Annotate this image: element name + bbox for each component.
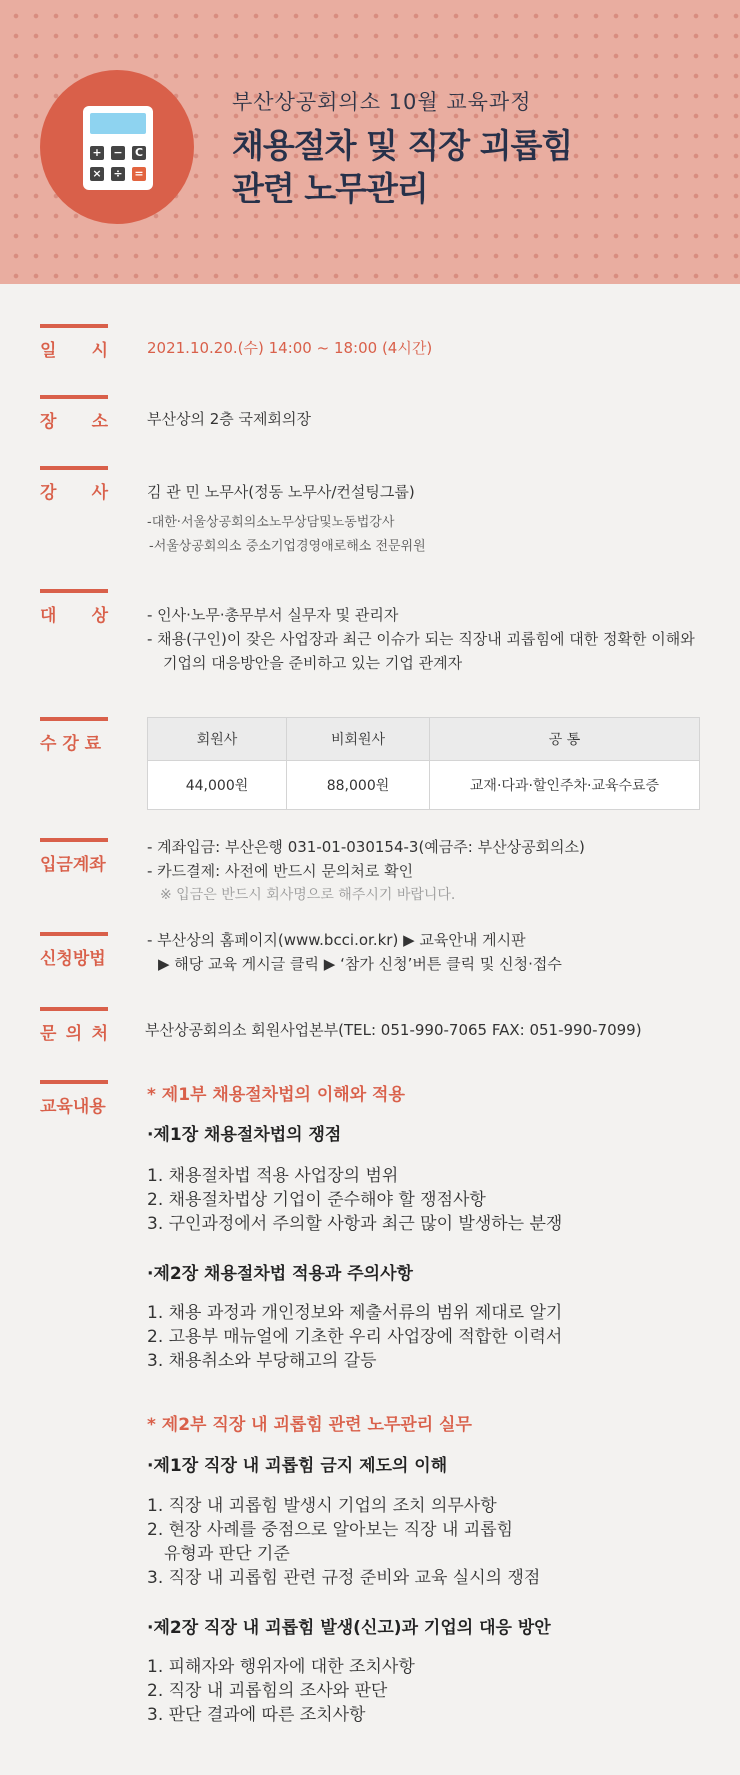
fee-header-member: 회원사 [148,718,287,761]
fee-value-common: 교재·다과·할인주차·교육수료증 [430,761,700,810]
date-label: 일 시 [40,324,108,361]
part-2-chapter-1-title: ·제1장 직장 내 괴롭힘 금지 제도의 이해 [147,1456,448,1476]
target-line-1: - 인사·노무·총무부서 실무자 및 관리자 [147,606,399,624]
course-title [232,124,572,210]
multiply-key-icon: × [90,167,104,181]
apply-line-1: - 부산상의 홈페이지(www.bcci.or.kr) ▶ 교육안내 게시판 [147,931,526,949]
apply-label: 신청방법 [40,932,108,969]
target-label: 대 상 [40,589,108,626]
list-item: 3. 직장 내 괴롭힘 관련 규정 준비와 교육 실시의 쟁점 [147,1568,541,1588]
list-item: 1. 채용 과정과 개인정보와 제출서류의 범위 제대로 알기 [147,1303,563,1323]
list-item: 2. 현장 사례를 중점으로 알아보는 직장 내 괴롭힘 [147,1520,514,1540]
instructor-career-2: -서울상공회의소 중소기업경영애로해소 전문위원 [149,539,426,554]
divide-key-icon: ÷ [111,167,125,181]
hero-banner [0,0,740,284]
list-item: 3. 채용취소와 부당해고의 갈등 [147,1351,377,1371]
payment-line-2: - 카드결제: 사전에 반드시 문의처로 확인 [147,862,414,880]
course-title-line2: 관련 노무관리 [232,169,428,208]
curriculum-label: 교육내용 [40,1080,108,1117]
contact-value: 부산상공회의소 회원사업본부(TEL: 051-990-7065 FAX: 051-990-7099) [145,1021,642,1039]
target-line-3: 기업의 대응방안을 준비하고 있는 기업 관계자 [163,654,463,672]
apply-line-2: ▶ 해당 교육 게시글 클릭 ▶ ‘참가 신청’버튼 클릭 및 신청·접수 [158,955,562,973]
list-item: 유형과 판단 기준 [164,1544,290,1564]
list-item: 1. 피해자와 행위자에 대한 조치사항 [147,1657,415,1677]
target-line-2: - 채용(구인)이 잦은 사업장과 최근 이슈가 되는 직장내 괴롭힘에 대한 정확한 이해와 [147,630,695,648]
equals-key-icon: = [132,167,146,181]
fee-value-member: 44,000원 [148,761,287,810]
payment-label: 입금계좌 [40,838,108,875]
part-1-chapter-1-title: ·제1장 채용절차법의 쟁점 [147,1125,342,1145]
date-value: 2021.10.20.(수) 14:00 ~ 18:00 (4시간) [147,339,433,357]
part-1-title: * 제1부 채용절차법의 이해와 적용 [147,1085,405,1105]
venue-label: 장 소 [40,395,108,432]
list-item: 1. 채용절차법 적용 사업장의 범위 [147,1166,399,1186]
payment-note: ※ 입금은 반드시 회사명으로 해주시기 바랍니다. [160,887,456,903]
part-2-title: * 제2부 직장 내 괴롭힘 관련 노무관리 실무 [147,1415,472,1435]
list-item: 2. 채용절차법상 기업이 준수해야 할 쟁점사항 [147,1190,486,1210]
minus-key-icon: − [111,146,125,160]
part-1-chapter-2-title: ·제2장 채용절차법 적용과 주의사항 [147,1264,413,1284]
calculator-badge [40,70,194,224]
list-item: 3. 판단 결과에 따른 조치사항 [147,1705,366,1725]
fee-value-nonmember: 88,000원 [287,761,430,810]
contact-label: 문 의 처 [40,1007,108,1044]
instructor-label: 강 사 [40,466,108,503]
course-subtitle: 부산상공회의소 10월 교육과정 [232,90,532,114]
list-item: 3. 구인과정에서 주의할 사항과 최근 많이 발생하는 분쟁 [147,1214,563,1234]
clear-key-icon: C [132,146,146,160]
calculator-screen [90,113,146,134]
instructor-career-1: -대한·서울상공회의소노무상담및노동법강사 [147,515,395,530]
instructor-name: 김 관 민 노무사(정동 노무사/컨설팅그룹) [147,483,415,501]
list-item: 2. 고용부 매뉴얼에 기초한 우리 사업장에 적합한 이력서 [147,1327,563,1347]
plus-key-icon: + [90,146,104,160]
list-item: 2. 직장 내 괴롭힘의 조사와 판단 [147,1681,388,1701]
calculator-icon [83,106,153,190]
fee-table-header [148,718,700,761]
venue-value: 부산상의 2층 국제회의장 [147,410,311,428]
list-item: 1. 직장 내 괴롭힘 발생시 기업의 조치 의무사항 [147,1496,497,1516]
fee-table [147,717,700,810]
fee-label: 수 강 료 [40,717,108,754]
part-2-chapter-2-title: ·제2장 직장 내 괴롭힘 발생(신고)과 기업의 대응 방안 [147,1618,551,1638]
fee-header-nonmember: 비회원사 [287,718,430,761]
fee-table-row [148,761,700,810]
payment-line-1: - 계좌입금: 부산은행 031-01-030154-3(예금주: 부산상공회의소) [147,838,585,856]
fee-header-common: 공 통 [430,718,700,761]
course-title-line1: 채용절차 및 직장 괴롭힘 [232,126,573,165]
